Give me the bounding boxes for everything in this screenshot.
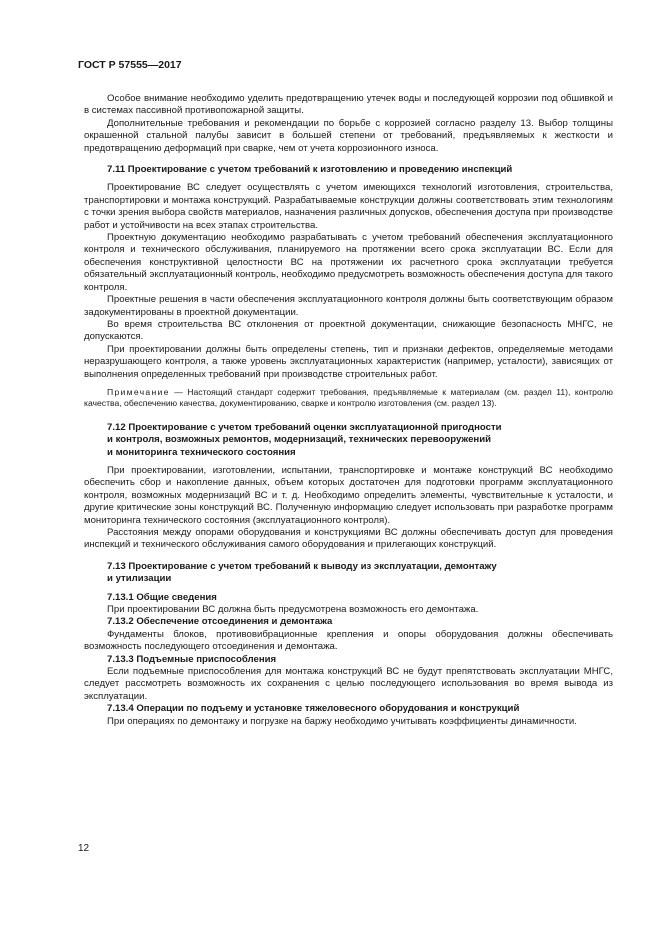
paragraph: При операциях по демонтажу и погрузке на баржу необходимо учитывать коэффициенты динамичности.	[107, 715, 577, 727]
paragraph: Расстояния между опорами оборудования и конструкциями ВС должны обеспечивать доступ для проведения инспекций и технического обслуживания самого оборудования и прилегающих конструкций.	[84, 527, 613, 551]
paragraph: Проектные решения в части обеспечения эксплуатационного контроля должны быть соответствующим образом задокументированы в проектной документации.	[84, 294, 613, 318]
note-text: — Настоящий стандарт содержит требования, предъявляемые к материалам (см. раздел 11), контролю качества, обеспечению качества, документированию, сварке и контролю изготовления (см. раздел 13).	[84, 386, 613, 409]
paragraph: Проектирование ВС следует осуществлять с учетом имеющихся технологий изготовления, строительства, транспортировки и монтажа конструкций. Разрабатываемые конструкции должны соответствовать этим технологиям с точки зрения выбора свойств материалов, назначения различных допусков, обеспечения доступа при производстве работ и устойчивости на всех этапах строительства.	[84, 182, 613, 231]
paragraph: Фундаменты блоков, противовибрационные крепления и опоры оборудования должны обеспечивать возможность последующего отсоединения и демонтажа.	[84, 628, 613, 653]
standard-header: ГОСТ Р 57555—2017	[78, 59, 182, 71]
paragraph: Особое внимание необходимо уделить предотвращению утечек воды и последующей коррозии под обшивкой и в системах пассивной противопожарной защиты.	[84, 93, 613, 117]
page-number: 12	[78, 843, 90, 854]
subsection-heading-7-13-3: 7.13.3 Подъемные приспособления	[107, 653, 277, 665]
note-label: Примечание	[107, 386, 170, 397]
paragraph: Если подъемные приспособления для монтажа конструкций ВС не будут препятствовать эксплуатации МНГС, следует рассмотреть возможность их сохранения с целью последующего использования во время вывода из эксплуатации.	[84, 666, 613, 702]
paragraph: Во время строительства ВС отклонения от проектной документации, снижающие безопасность МНГС, не допускаются.	[84, 318, 613, 343]
subsection-heading-7-13-1: 7.13.1 Общие сведения	[107, 591, 217, 603]
subsection-heading-7-13-4: 7.13.4 Операции по подъему и установке тяжеловесного оборудования и конструкций	[107, 703, 520, 715]
paragraph: При проектировании должны быть определены степень, тип и признаки дефектов, определяемые методами неразрушающего контроля, а также уровень эксплуатационных характеристик (например, усталости), зависящих от выполнения определенных требований при производстве строительных работ.	[84, 343, 613, 380]
document-body	[84, 93, 613, 728]
subsection-heading-7-13-2: 7.13.2 Обеспечение отсоединения и демонтажа	[107, 616, 333, 628]
paragraph: При проектировании ВС должна быть предусмотрена возможность его демонтажа.	[107, 604, 479, 616]
paragraph: При проектировании, изготовлении, испытании, транспортировке и монтаже конструкций ВС необходимо обеспечить сбор и накопление данных, объем которых достаточен для подготовки программ эксплуатационного контроля, возможных модернизаций ВС и т. д. Необходимо определить элементы, чувствительные к усталости, и другие критические зоны конструкций ВС. Полученную информацию следует использовать при разработке программ мониторинга технического состояния (эксплуатационного контроля).	[84, 464, 613, 526]
section-heading-7-13: 7.13 Проектирование с учетом требований к выводу из эксплуатации, демонтажу и утилизации	[107, 560, 497, 585]
section-heading-7-12: 7.12 Проектирование с учетом требований оценки эксплуатационной пригодности и контроля, возможных ремонтов, модернизаций, технических перевооружений и мониторинга технического состояния	[107, 421, 502, 458]
paragraph: Дополнительные требования и рекомендации по борьбе с коррозией согласно разделу 13. Выбор толщины окрашенной стальной палубы зависит в большей степени от требований, предъявляемых к жесткости и предотвращению деформаций при сварке, чем от учета коррозионного износа.	[84, 117, 613, 154]
section-heading-7-11: 7.11 Проектирование с учетом требований к изготовлению и проведению инспекций	[107, 164, 513, 176]
paragraph: Проектную документацию необходимо разрабатывать с учетом требований обеспечения эксплуатационного контроля и технического обслуживания, планируемого на протяжении всего срока эксплуатации ВС. Если для обеспечения конструктивной целостности ВС на протяжении их расчетного срока эксплуатации требуется обязательный эксплуатационный контроль, необходимо предусмотреть возможность обеспечения доступа для такого контроля.	[84, 232, 613, 293]
note	[84, 387, 613, 410]
